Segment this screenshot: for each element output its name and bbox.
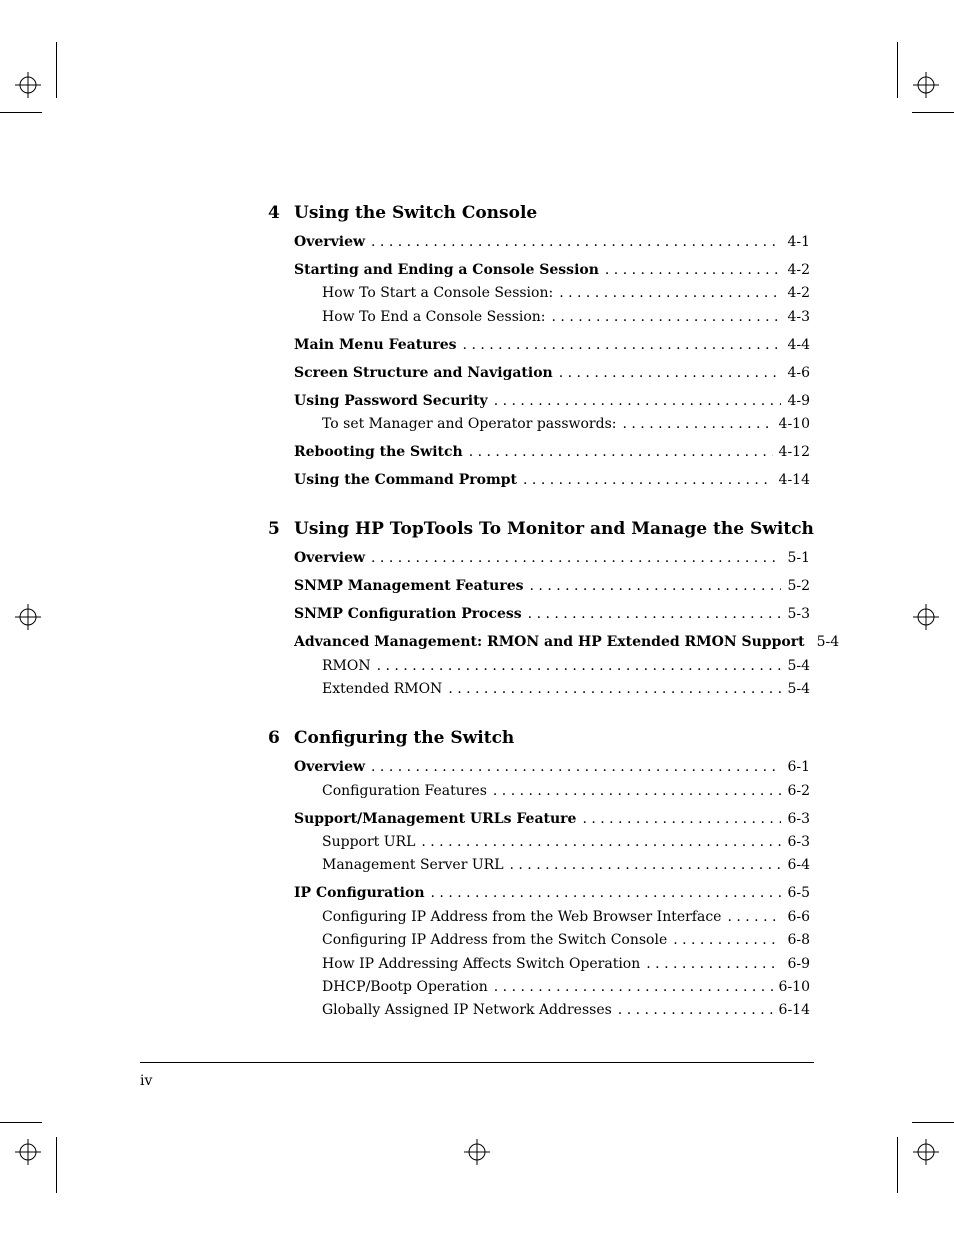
chapter-heading [268,203,828,223]
leader-dots [494,979,773,995]
leader-dots [552,309,782,325]
crop-mark [897,42,898,98]
toc-entry-page: 6-1 [787,759,810,775]
toc-entry-page: 5-1 [787,550,810,566]
leader-dots [371,234,781,250]
toc-entry-page: 4-9 [787,393,810,409]
toc-subentry[interactable] [322,956,810,976]
registration-mark-icon [464,1139,490,1165]
toc-entry-title: To set Manager and Operator passwords: [322,416,617,432]
toc-entry-title: How IP Addressing Affects Switch Operation [322,956,641,972]
crop-mark [912,1122,954,1123]
leader-dots [494,393,782,409]
toc-entry-page: 5-3 [787,606,810,622]
toc-entry[interactable] [294,365,810,385]
toc-entry[interactable] [294,759,810,779]
toc-entry-page: 6-8 [787,932,810,948]
leader-dots [510,857,782,873]
leader-dots [605,262,782,278]
toc-entry-page: 5-4 [816,634,840,650]
toc-entry-title: Overview [294,234,366,250]
leader-dots [431,885,782,901]
toc-entry-title: IP Configuration [294,885,425,901]
toc-entry-page: 4-10 [778,416,810,432]
toc-entry-page: 6-10 [778,979,810,995]
toc-subentry[interactable] [322,857,810,877]
toc-entry-page: 6-9 [787,956,810,972]
toc-entry[interactable] [294,550,810,570]
registration-mark-icon [15,1139,41,1165]
toc-entry-page: 4-14 [778,472,810,488]
footer-rule [140,1062,814,1063]
toc-entry-title: RMON [322,658,371,674]
toc-entry-title: SNMP Management Features [294,578,524,594]
toc-subentry[interactable] [322,979,810,999]
leader-dots [646,956,781,972]
leader-dots [371,550,781,566]
toc-entry-title: Rebooting the Switch [294,444,463,460]
leader-dots [528,606,782,622]
chapter-number: 6 [268,728,280,748]
registration-mark-icon [913,1139,939,1165]
toc-entry[interactable] [294,234,810,254]
toc-subentry[interactable] [322,783,810,803]
toc-entry-page: 4-12 [778,444,810,460]
toc-entry-page: 4-6 [787,365,810,381]
toc-entry-page: 6-6 [787,909,810,925]
toc-entry-title: SNMP Configuration Process [294,606,522,622]
registration-mark-icon [913,72,939,98]
toc-entry-page: 6-3 [787,834,810,850]
toc-entry[interactable] [294,885,810,905]
toc-entry-title: Using Password Security [294,393,488,409]
crop-mark [897,1137,898,1193]
crop-mark [0,112,42,113]
chapter-heading [268,728,828,748]
leader-dots [493,783,782,799]
toc-entry-title: Starting and Ending a Console Session [294,262,599,278]
toc-entry-page: 5-4 [787,681,810,697]
toc-entry-title: How To Start a Console Session: [322,285,554,301]
chapter-heading [268,519,828,539]
toc-entry-title: Overview [294,759,366,775]
toc-entry-page: 6-2 [787,783,810,799]
crop-mark [56,1137,57,1193]
leader-dots [377,658,782,674]
crop-mark [912,112,954,113]
toc-entry-page: 6-5 [787,885,810,901]
toc-subentry[interactable] [322,834,810,854]
toc-entry-title: Configuring IP Address from the Web Browser Interface [322,909,722,925]
toc-entry[interactable] [294,393,810,413]
leader-dots [559,285,781,301]
chapter-title: Using the Switch Console [294,203,538,223]
toc-entry-page: 4-1 [787,234,810,250]
leader-dots [673,932,781,948]
toc-entry[interactable] [294,578,810,598]
registration-mark-icon [913,604,939,630]
toc-entry-page: 4-2 [787,285,810,301]
toc-entry-title: DHCP/Bootp Operation [322,979,488,995]
toc-entry-title: Extended RMON [322,681,443,697]
leader-dots [559,365,782,381]
toc-entry-title: Configuring IP Address from the Switch Console [322,932,668,948]
crop-mark [56,42,57,98]
toc-entry-title: Using the Command Prompt [294,472,518,488]
chapter-number: 5 [268,519,280,539]
chapter-number: 4 [268,203,280,223]
toc-subentry[interactable] [322,681,810,701]
toc-entry-page: 4-4 [787,337,810,353]
toc-entry[interactable] [294,337,810,357]
toc-entry-title: Support URL [322,834,416,850]
leader-dots [727,909,781,925]
toc-entry-page: 5-2 [787,578,810,594]
leader-dots [448,681,781,697]
leader-dots [623,416,773,432]
toc-entry-page: 4-3 [787,309,810,325]
chapter-title: Configuring the Switch [294,728,515,748]
toc-subentry[interactable] [322,658,810,678]
toc-subentry[interactable] [322,909,810,929]
crop-mark [0,1122,42,1123]
toc-entry-title: Support/Management URLs Feature [294,811,577,827]
toc-entry[interactable] [294,634,840,654]
leader-dots [582,811,781,827]
leader-dots [463,337,782,353]
toc-entry[interactable] [294,606,810,626]
leader-dots [530,578,782,594]
toc-entry-title: How To End a Console Session: [322,309,546,325]
leader-dots [523,472,773,488]
toc-entry-page: 6-14 [778,1002,810,1018]
page-number: iv [140,1073,153,1089]
toc-entry-title: Management Server URL [322,857,504,873]
toc-entry-page: 6-3 [787,811,810,827]
toc-entry-page: 5-4 [787,658,810,674]
toc-entry-page: 6-4 [787,857,810,873]
leader-dots [469,444,773,460]
toc-subentry[interactable] [322,1002,810,1022]
toc-subentry[interactable] [322,309,810,329]
toc-entry-title: Globally Assigned IP Network Addresses [322,1002,612,1018]
toc-entry[interactable] [294,472,810,492]
toc-entry-title: Overview [294,550,366,566]
toc-entry-page: 4-2 [787,262,810,278]
toc-entry[interactable] [294,444,810,464]
toc-entry-title: Main Menu Features [294,337,457,353]
registration-mark-icon [15,72,41,98]
toc-entry-title: Screen Structure and Navigation [294,365,553,381]
toc-subentry[interactable] [322,416,810,436]
registration-mark-icon [15,604,41,630]
toc-entry[interactable] [294,262,810,282]
toc-subentry[interactable] [322,932,810,952]
leader-dots [371,759,781,775]
toc-entry-title: Configuration Features [322,783,487,799]
toc-entry-title: Advanced Management: RMON and HP Extended RMON Support [294,634,805,650]
toc-entry[interactable] [294,811,810,831]
leader-dots [618,1002,773,1018]
leader-dots [421,834,781,850]
toc-subentry[interactable] [322,285,810,305]
chapter-title: Using HP TopTools To Monitor and Manage the Switch [294,519,814,539]
